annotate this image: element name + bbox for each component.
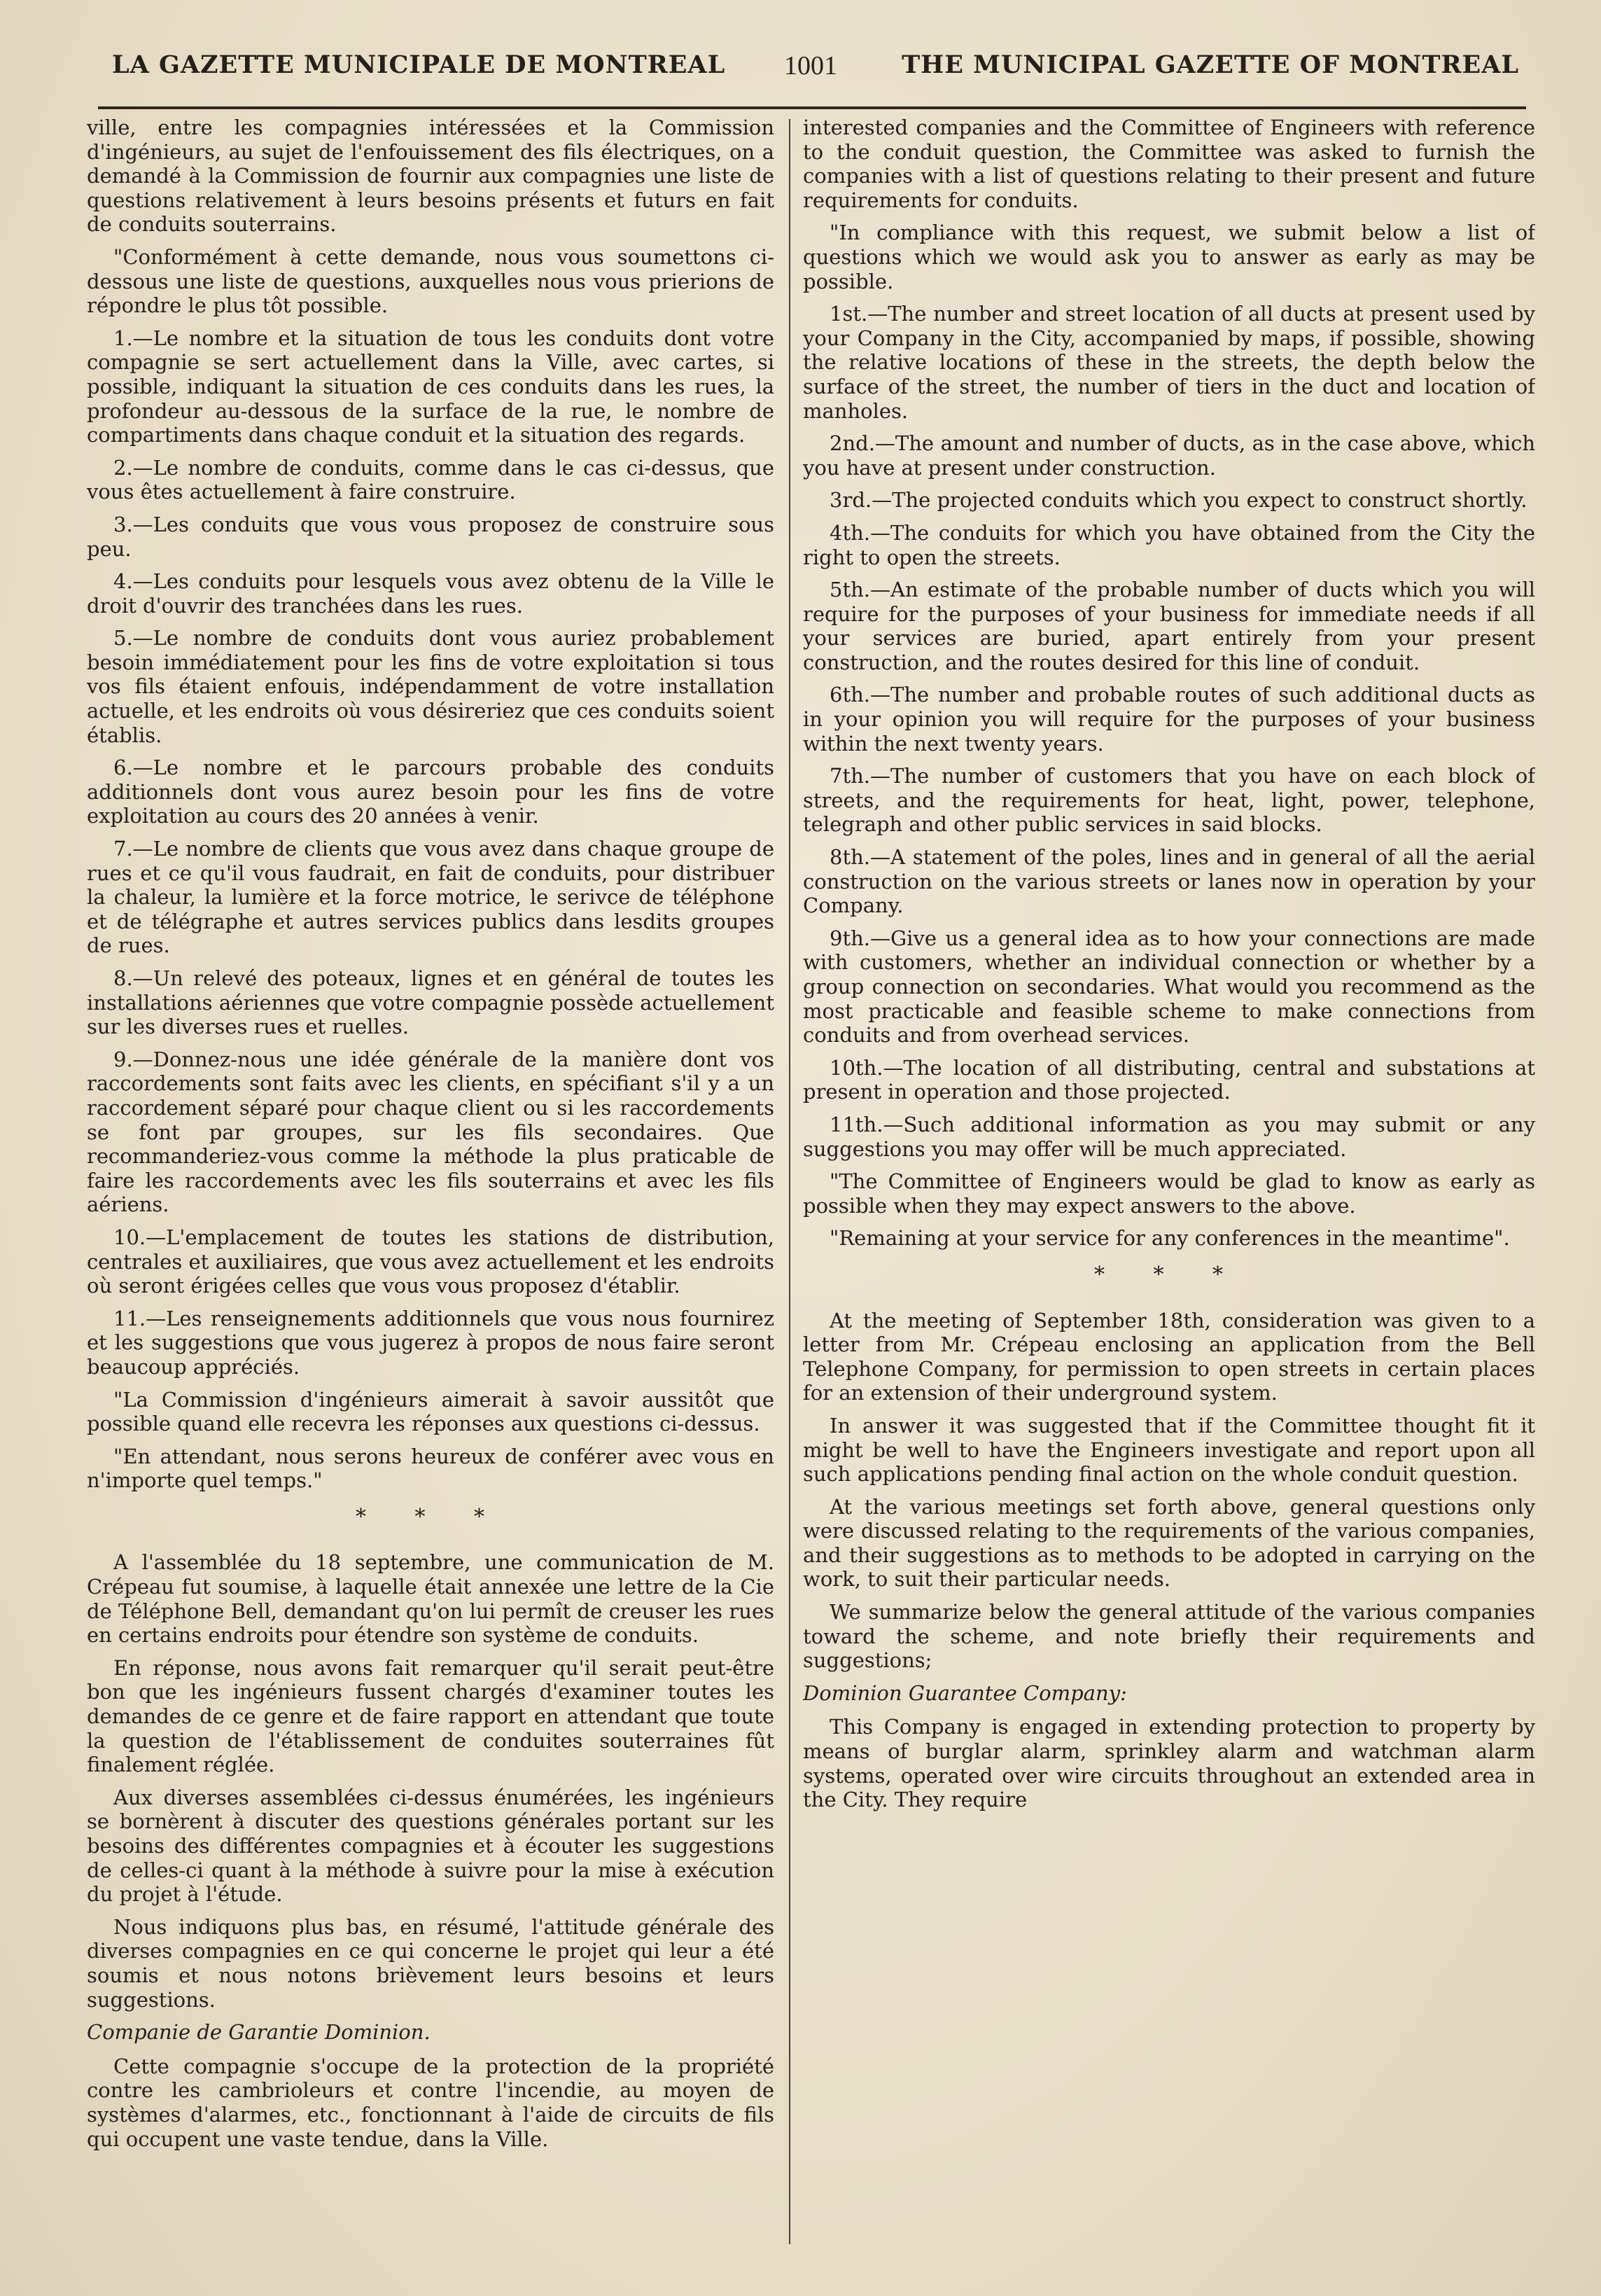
question-item: 9.—Donnez-nous une idée générale de la manière dont vos raccordements sont faits avec les clients, en spécifiant s'il y a un raccordement séparé pour chaque client ou si les raccordements se font par groupes, sur les fils secondaires. Que recommanderiez-vous comme la méthode la plus praticable de faire les raccordements avec les fils souterrains et avec les fils aériens. [87,1047,774,1217]
paragraph: "In compliance with this request, we submit below a list of questions which we would ask you to answer as early as may be possible. [803,221,1535,293]
paragraph: ville, entre les compagnies intéressées et la Commission d'ingénieurs, au sujet de l'enfouissement des fils électriques, on a demandé à la Commission de fournir aux compagnies une liste de questions relativement à leurs besoins présents et futurs en fait de conduits souterrains. [87,116,774,237]
question-item: 5th.—An estimate of the probable number of ducts which you will require for the purposes of your business for immediate needs if all your services are buried, apart entirely from your present construction, and the routes desired for this line of conduit. [803,578,1535,674]
question-item: 6th.—The number and probable routes of such additional ducts as in your opinion you will require for the purposes of your business within the next twenty years. [803,683,1535,756]
paragraph: This Company is engaged in extending protection to property by means of burglar alarm, sprinkley alarm and watchman alarm systems, operated over wire circuits throughout an extended area in the City. They require [803,1715,1535,1812]
header-english-title: THE MUNICIPAL GAZETTE OF MONTREAL [902,50,1519,79]
paragraph: "The Committee of Engineers would be glad to know as early as possible when they may expect answers to the above. [803,1169,1535,1218]
paragraph: Cette compagnie s'occupe de la protection de la propriété contre les cambrioleurs et contre l'incendie, au moyen de systèmes d'alarmes, etc., fonctionnant à l'aide de circuits de fils qui occupent une vaste tendue, dans la Ville. [87,2054,774,2151]
paragraph: At the meeting of September 18th, consideration was given to a letter from Mr. Crépeau enclosing an application from the Bell Telephone Company, for permission to open streets in certain places for an extension of their underground system. [803,1308,1535,1405]
question-item: 3rd.—The projected conduits which you expect to construct shortly. [830,488,1527,513]
section-separator: * * * [355,1504,506,1529]
page-number: 1001 [784,51,837,81]
section-heading: Companie de Garantie Dominion. [87,2020,431,2045]
question-item: 7th.—The number of customers that you have on each block of streets, and the requirements for heat, light, power, telephone, telegraph and other public services in said blocks. [803,764,1535,837]
question-item: 10th.—The location of all distributing, central and substations at present in operation and those projected. [803,1055,1535,1104]
question-item: 9th.—Give us a general idea as to how your connections are made with customers, whether an individual connection or whether by a group connection on secondaries. What would you recommend as the most practicable and feasible scheme to make connections from conduits and from overhead services. [803,926,1535,1048]
question-item: 11.—Les renseignements additionnels que vous nous fournirez et les suggestions que vous jugerez à propos de nous faire seront beaucoup appréciés. [87,1306,774,1379]
header-french-title: LA GAZETTE MUNICIPALE DE MONTREAL [112,50,726,79]
section-separator: * * * [1093,1262,1245,1287]
question-item: 5.—Le nombre de conduits dont vous auriez probablement besoin immédiatement pour les fins de votre exploitation si tous vos fils étaient enfouis, indépendamment de votre installation actuelle, et les endroits où vous désireriez que ces conduits soient établis. [87,626,774,747]
question-item: 10.—L'emplacement de toutes les stations de distribution, centrales et auxiliaires, que vous avez actuellement et les endroits où seront érigées celles que vous vous proposez d'établir. [87,1225,774,1298]
french-column [87,116,774,2258]
paragraph: "En attendant, nous serons heureux de conférer avec vous en n'importe quel temps." [87,1444,774,1493]
paragraph: Nous indiquons plus bas, en résumé, l'attitude générale des diverses compagnies en ce qui concerne le projet qui leur a été soumis et nous notons brièvement leurs besoins et leurs suggestions. [87,1914,774,2012]
column-divider [789,119,790,2244]
paragraph: "Remaining at your service for any conferences in the meantime". [830,1226,1510,1251]
paragraph: Aux diverses assemblées ci-dessus énumérées, les ingénieurs se bornèrent à discuter des questions générales portant sur les besoins des différentes compagnies et à écouter les suggestions de celles-ci quant à la méthode à suivre pour la mise à exécution du projet à l'étude. [87,1785,774,1907]
question-item: 3.—Les conduits que vous vous proposez de construire sous peu. [87,512,774,561]
paragraph: We summarize below the general attitude of the various companies toward the scheme, and note briefly their requirements and suggestions; [803,1600,1535,1673]
section-heading: Dominion Guarantee Company: [803,1681,1127,1705]
question-item: 8th.—A statement of the poles, lines and in general of all the aerial construction on the various streets or lanes now in operation by your Company. [803,845,1535,918]
question-item: 4th.—The conduits for which you have obtained from the City the right to open the streets. [803,520,1535,569]
question-item: 7.—Le nombre de clients que vous avez dans chaque groupe de rues et ce qu'il vous faudrait, en fait de conduits, pour distribuer la chaleur, la lumière et la force motrice, le serivce de téléphone et de télégraphe et autres services publics dans lesdits groupes de rues. [87,837,774,958]
question-item: 2nd.—The amount and number of ducts, as in the case above, which you have at present under construction. [803,431,1535,480]
question-item: 1st.—The number and street location of all ducts at present used by your Company in the City, accompanied by maps, if possible, showing the relative locations of these in the streets, the depth below the surface of the street, the number of tiers in the duct and location of manholes. [803,302,1535,423]
question-item: 1.—Le nombre et la situation de tous les conduits dont votre compagnie se sert actuellement dans la Ville, avec cartes, si possible, indiquant la situation de ces conduits dans les rues, la profondeur au-dessous de la surface de la rue, le nombre de compartiments dans chaque conduit et la situation des regards. [87,326,774,447]
paragraph: interested companies and the Committee of Engineers with reference to the conduit question, the Committee was asked to furnish the companies with a list of questions relating to their present and future requirements for conduits. [803,116,1535,212]
question-item: 4.—Les conduits pour lesquels vous avez obtenu de la Ville le droit d'ouvrir des tranchées dans les rues. [87,569,774,618]
header-rule [98,106,1526,109]
question-item: 8.—Un relevé des poteaux, lignes et en général de toutes les installations aériennes que votre compagnie possède actuellement sur les diverses rues et ruelles. [87,966,774,1039]
paragraph: "La Commission d'ingénieurs aimerait à savoir aussitôt que possible quand elle recevra les réponses aux questions ci-dessus. [87,1387,774,1436]
english-column [803,116,1535,2258]
paragraph: "Conformément à cette demande, nous vous soumettons ci-dessous une liste de questions, auxquelles nous vous prierions de répondre le plus tôt possible. [87,244,774,318]
question-item: 11th.—Such additional information as you may submit or any suggestions you may offer will be much appreciated. [803,1112,1535,1161]
paragraph: A l'assemblée du 18 septembre, une communication de M. Crépeau fut soumise, à laquelle était annexée une lettre de la Cie de Téléphone Bell, demandant qu'on lui permît de creuser les rues en certains endroits pour étendre son système de conduits. [87,1550,774,1648]
paragraph: At the various meetings set forth above, general questions only were discussed relating to the requirements of the various companies, and their suggestions as to methods to be adopted in carrying on the work, to suit their particular needs. [803,1494,1535,1592]
page-header [105,50,1526,92]
question-item: 6.—Le nombre et le parcours probable des conduits additionnels dont vous aurez besoin pour les fins de votre exploitation au cours des 20 années à venir. [87,756,774,828]
question-item: 2.—Le nombre de conduits, comme dans le cas ci-dessus, que vous êtes actuellement à faire construire. [87,455,774,504]
paragraph: En réponse, nous avons fait remarquer qu'il serait peut-être bon que les ingénieurs fussent chargés d'examiner toutes les demandes de ce genre et de faire rapport en attendant que toute la question de l'établissement de conduites souterraines fût finalement réglée. [87,1655,774,1777]
paragraph: In answer it was suggested that if the Committee thought fit it might be well to have the Engineers investigate and report upon all such applications pending final action on the whole conduit question. [803,1413,1535,1487]
